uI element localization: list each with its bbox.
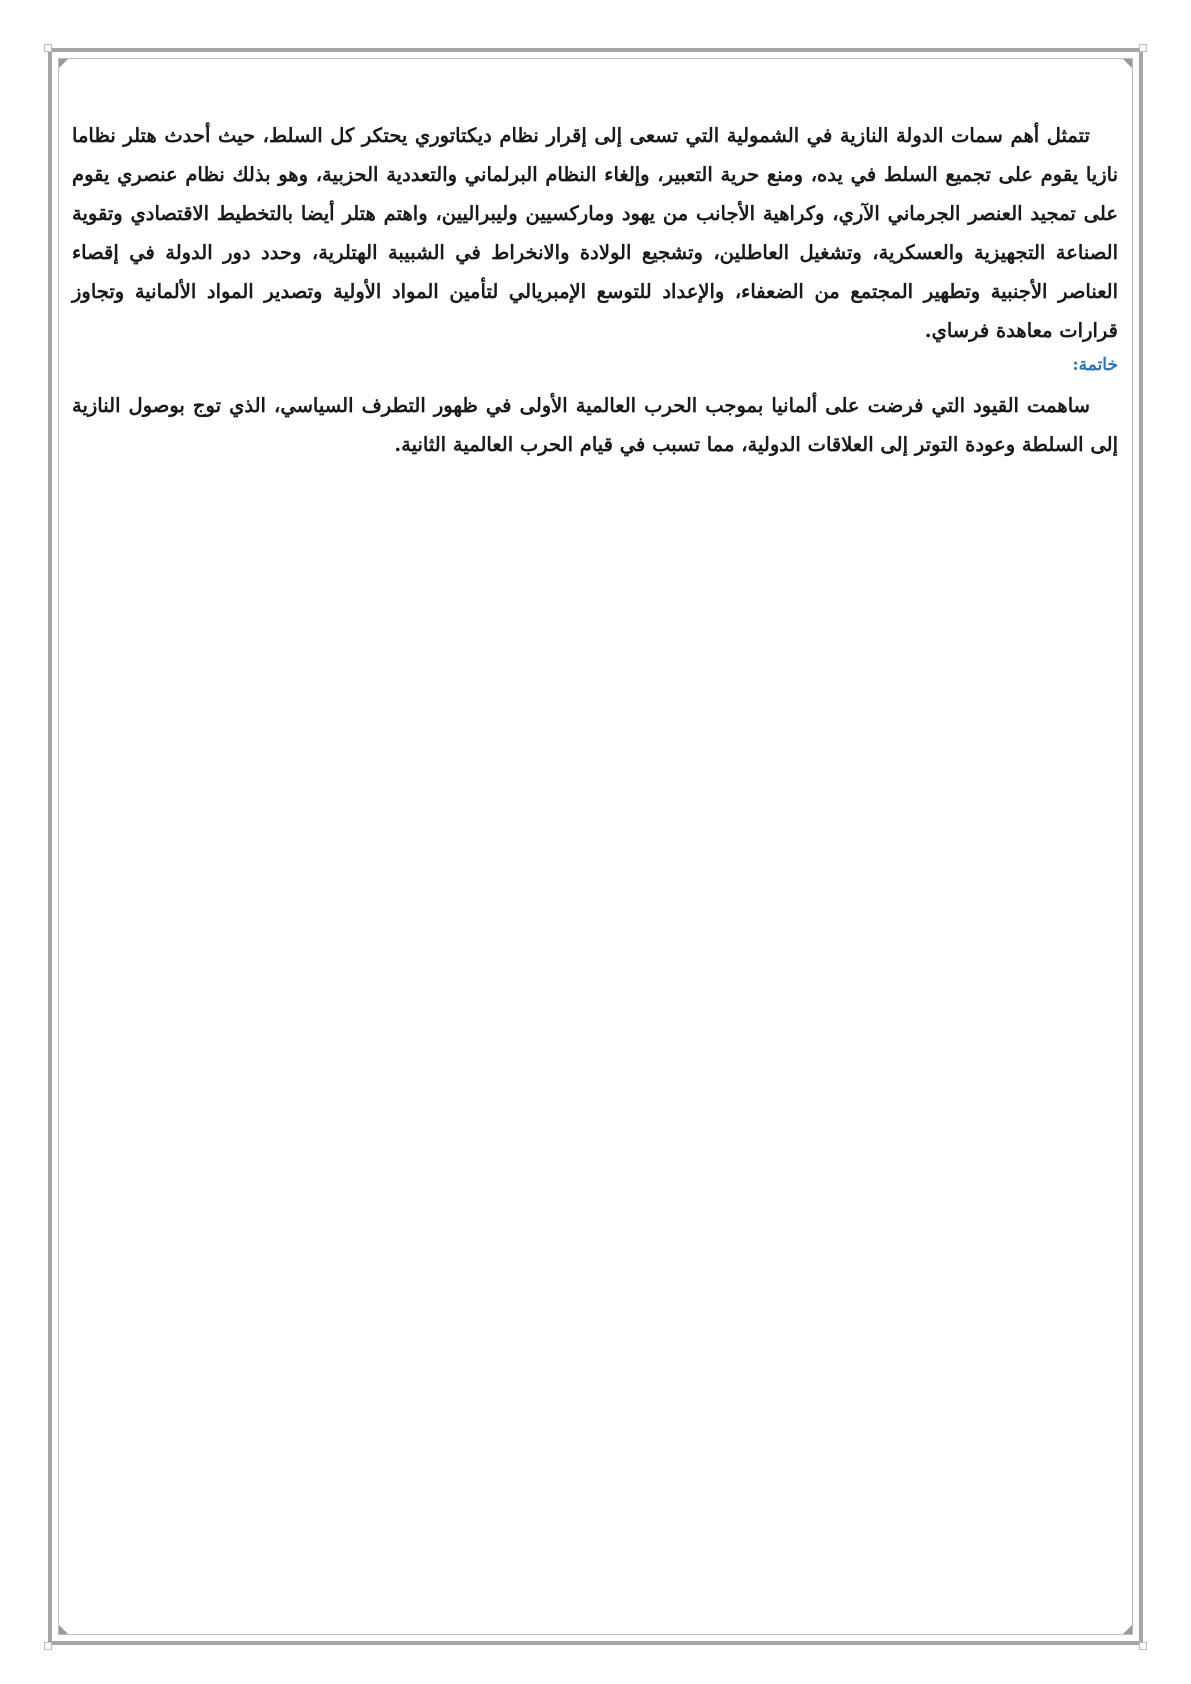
border-corner-bottom-left — [59, 1625, 68, 1634]
border-corner-dot-bottom-right — [1139, 1642, 1147, 1650]
conclusion-paragraph: ساهمت القيود التي فرضت على ألمانيا بموجب الحرب العالمية الأولى في ظهور التطرف السياسي، الذي توج بوصول النازية إلى السلطة وعودة التوتر إلى العلاقات الدولية، مما تسبب في قيام الحرب العالمية الثانية. — [72, 394, 1118, 456]
conclusion-heading: خاتمة: — [1072, 355, 1118, 375]
border-corner-top-left — [59, 59, 68, 68]
border-corner-dot-top-right — [1139, 44, 1147, 52]
border-corner-bottom-right — [1123, 1625, 1132, 1634]
border-corner-top-right — [1123, 59, 1132, 68]
document-body — [72, 116, 1118, 464]
border-corner-dot-top-left — [44, 44, 52, 52]
border-corner-dot-bottom-left — [44, 1642, 52, 1650]
body-paragraph: تتمثل أهم سمات الدولة النازية في الشمولية التي تسعى إلى إقرار نظام ديكتاتوري يحتكر كل السلط، حيث أحدث هتلر نظاما نازيا يقوم على تجميع السلط في يده، ومنع حرية التعبير، وإلغاء النظام البرلماني والتعددية الحزبية، وهو بذلك نظام عنصري يقوم على تمجيد العنصر الجرماني الآري، وكراهية الأجانب من يهود وماركسيين وليبراليين، واهتم هتلر أيضا بالتخطيط الاقتصادي وتقوية الصناعة التجهيزية والعسكرية، وتشغيل العاطلين، وتشجيع الولادة والانخراط في الشبيبة الهتلرية، وحدد دور الدولة في إقصاء العناصر الأجنبية وتطهير المجتمع من الضعفاء، والإعداد للتوسع الإمبريالي لتأمين المواد الأولية وتصدير المواد الألمانية وتجاوز قرارات معاهدة فرساي. — [72, 124, 1118, 342]
